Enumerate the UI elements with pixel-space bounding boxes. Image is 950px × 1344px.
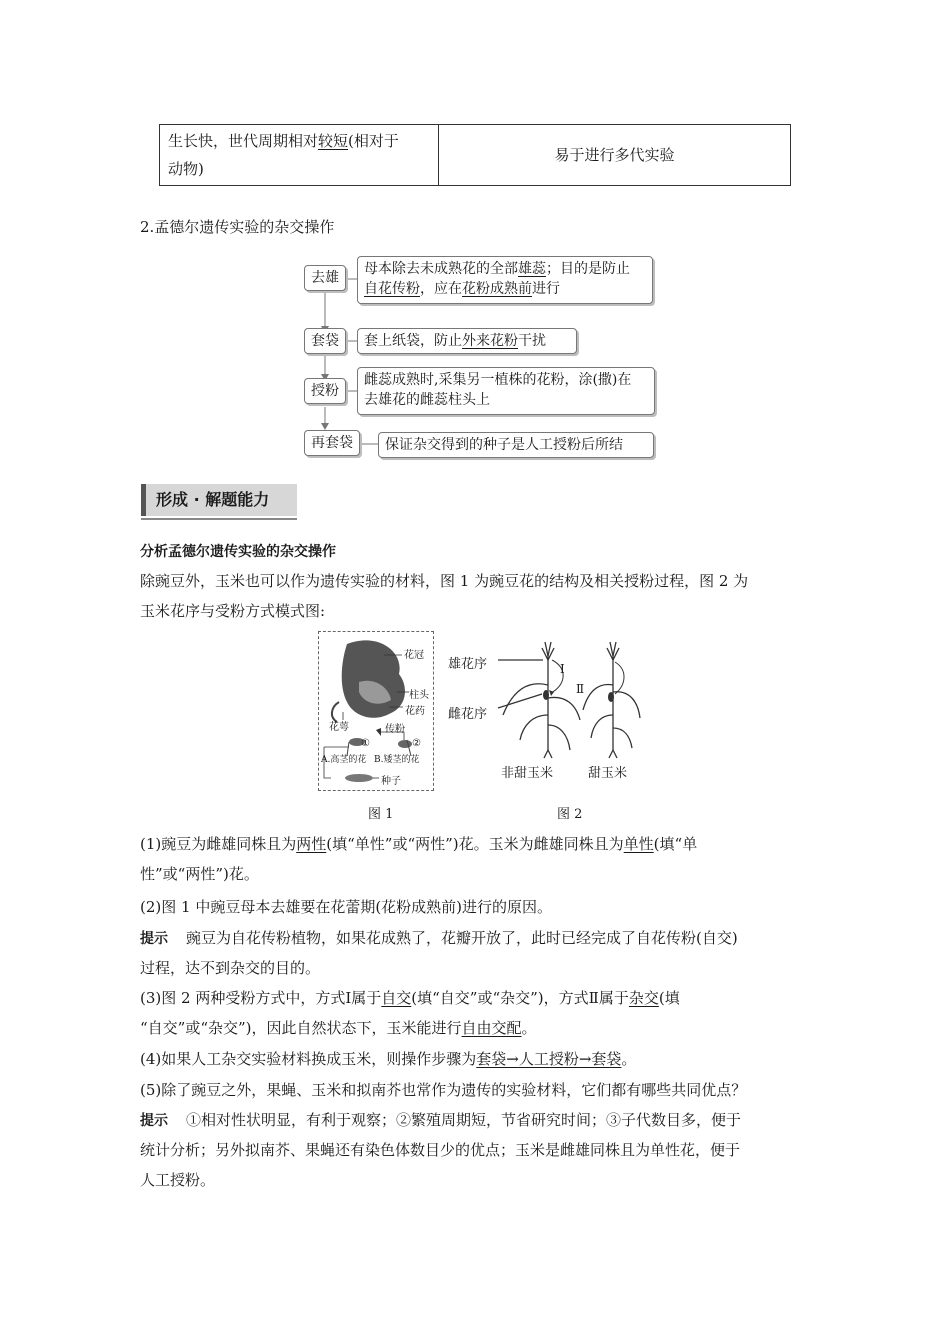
step-bagging-desc: 套上纸袋，防止外来花粉干扰 bbox=[357, 328, 577, 354]
step-rebagging: 再套袋 bbox=[304, 430, 360, 456]
step-pollination-desc: 雌蕊成熟时,采集另一植株的花粉，涂(撒)在 去雄花的雌蕊柱头上 bbox=[357, 367, 655, 415]
hint-label-5: 提示 bbox=[140, 1113, 168, 1129]
section-banner: 形成 · 解题能力 bbox=[141, 484, 297, 516]
label-circle-2: ② bbox=[412, 738, 421, 749]
intro-line-2: 玉米花序与受粉方式模式图: bbox=[140, 602, 326, 620]
subheading: 分析孟德尔遗传实验的杂交操作 bbox=[140, 544, 336, 560]
hint-5-line-1: 提示 ①相对性状明显，有利于观察；②繁殖周期短，节省研究时间；③子代数目多，便于 bbox=[140, 1111, 742, 1129]
step-emasculation-desc: 母本除去未成熟花的全部雄蕊；目的是防止 自花传粉，应在花粉成熟前进行 bbox=[357, 256, 653, 304]
label-stigma: 柱头 bbox=[409, 690, 429, 701]
table-cell-advantage: 易于进行多代实验 bbox=[439, 125, 791, 186]
question-5: (5)除了豌豆之外，果蝇、玉米和拟南芥也常作为遗传的实验材料，它们都有哪些共同优点？ bbox=[140, 1081, 747, 1099]
figure-1-caption: 图 1 bbox=[368, 807, 394, 822]
figure-2-caption: 图 2 bbox=[557, 807, 583, 822]
label-circle-1: ① bbox=[361, 738, 370, 749]
question-3: (3)图 2 两种受粉方式中，方式Ⅰ属于自交(填“自交”或“杂交”)，方式Ⅱ属于杂交(填 bbox=[140, 989, 680, 1007]
label-mode-2: Ⅱ bbox=[576, 682, 585, 696]
label-anther: 花药 bbox=[405, 706, 425, 717]
section2-heading: 2.孟德尔遗传实验的杂交操作 bbox=[140, 218, 335, 236]
hint-5-line-3: 人工授粉。 bbox=[140, 1171, 216, 1189]
hint-5-line-2: 统计分析；另外拟南芥、果蝇还有染色体数目少的优点；玉米是雌雄同株且为单性花，便于 bbox=[140, 1141, 741, 1159]
label-seed: 种子 bbox=[381, 776, 401, 787]
question-1-line-2: 性”或“两性”)花。 bbox=[140, 865, 259, 883]
label-sweet-corn: 甜玉米 bbox=[588, 766, 628, 781]
banner-underline bbox=[141, 518, 297, 520]
intro-line-1: 除豌豆外，玉米也可以作为遗传实验的材料，图 1 为豌豆花的结构及相关授粉过程，图 2 为 bbox=[140, 572, 749, 590]
step-rebagging-desc: 保证杂交得到的种子是人工授粉后所结 bbox=[378, 432, 654, 458]
label-nonsweet-corn: 非甜玉米 bbox=[501, 766, 554, 781]
figure-2-corn bbox=[448, 640, 648, 785]
label-male-inflorescence: 雄花序 bbox=[448, 657, 488, 672]
table-cell-feature: 生长快，世代周期相对较短(相对于 动物) bbox=[160, 125, 439, 186]
step-emasculation: 去雄 bbox=[304, 265, 346, 291]
label-female-inflorescence: 雌花序 bbox=[448, 707, 488, 722]
label-calyx: 花萼 bbox=[329, 722, 349, 733]
label-tall-flower: A.高茎的花 bbox=[321, 755, 367, 765]
table-row bbox=[160, 125, 791, 186]
hint-2-line-2: 过程，达不到杂交的目的。 bbox=[140, 959, 321, 977]
question-3-line-2: “自交”或“杂交”)，因此自然状态下，玉米能进行自由交配。 bbox=[140, 1019, 537, 1037]
question-4: (4)如果人工杂交实验材料换成玉米，则操作步骤为套袋→人工授粉→套袋。 bbox=[140, 1050, 637, 1068]
label-mode-1: Ⅰ bbox=[560, 662, 565, 676]
hint-2-line-1: 提示 豌豆为自花传粉植物，如果花成熟了，花瓣开放了，此时已经完成了自花传粉(自交) bbox=[140, 929, 738, 947]
step-bagging: 套袋 bbox=[304, 328, 346, 354]
hint-label: 提示 bbox=[140, 931, 168, 947]
question-1: (1)豌豆为雌雄同株且为两性(填“单性”或“两性”)花。玉米为雌雄同株且为单性(填“单 bbox=[140, 835, 698, 853]
label-short-flower: B.矮茎的花 bbox=[374, 755, 420, 765]
trait-table bbox=[159, 124, 791, 186]
label-pollination: 传粉 bbox=[385, 724, 405, 735]
figure-1-pea-flower bbox=[318, 631, 434, 791]
question-2: (2)图 1 中豌豆母本去雄要在花蕾期(花粉成熟前)进行的原因。 bbox=[140, 898, 553, 916]
label-corolla: 花冠 bbox=[404, 650, 424, 661]
step-pollination: 授粉 bbox=[304, 378, 346, 404]
